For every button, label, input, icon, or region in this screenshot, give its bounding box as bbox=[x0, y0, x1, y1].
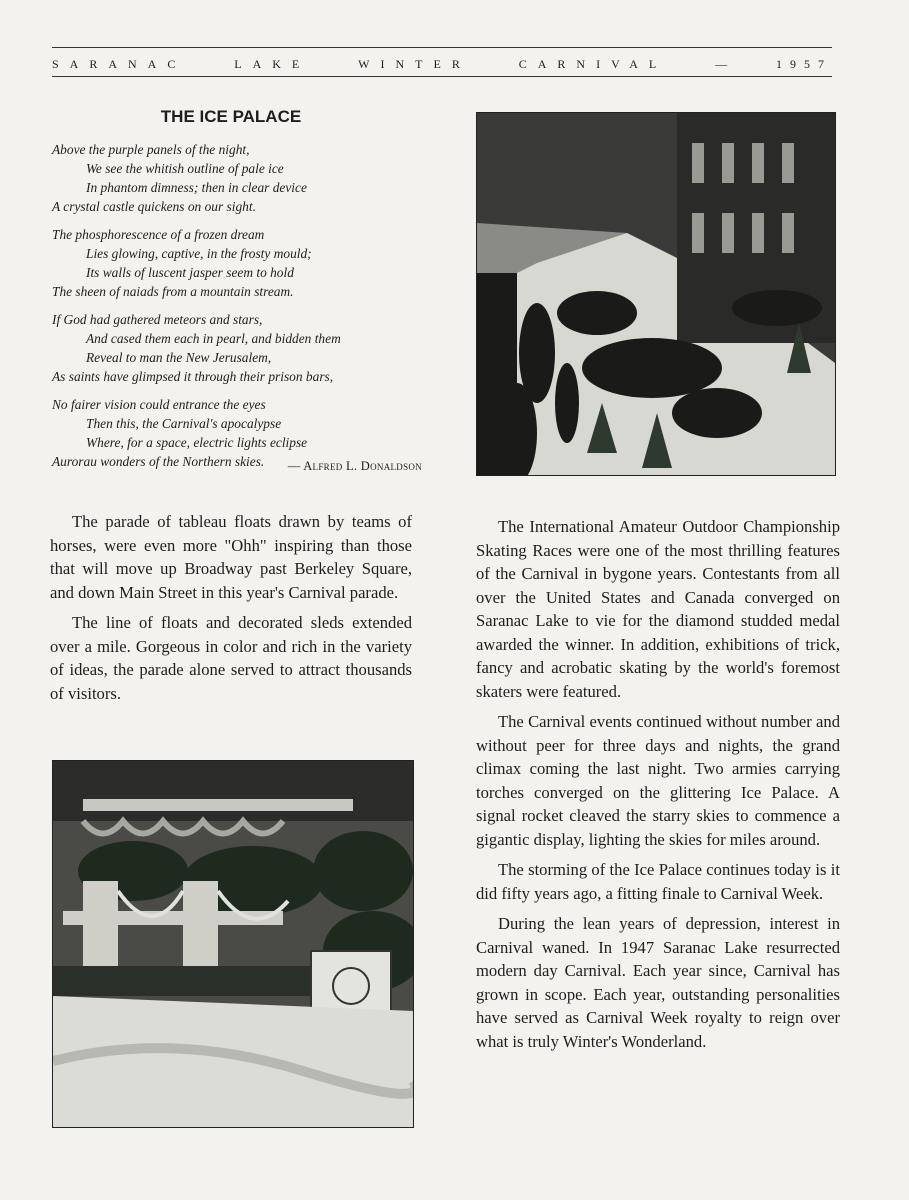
poem bbox=[52, 140, 422, 480]
poem-line: Then this, the Carnival's apocalypse bbox=[86, 416, 282, 431]
header-rule-top bbox=[52, 47, 832, 48]
poem-line: The sheen of naiads from a mountain stream. bbox=[52, 284, 294, 299]
running-head-year: 1957 bbox=[776, 56, 832, 71]
right-column bbox=[476, 515, 840, 1060]
running-head-word: LAKE bbox=[234, 56, 311, 71]
running-head-word: SARANAC bbox=[52, 56, 187, 71]
ice-palace-photo-graphic bbox=[53, 761, 413, 1127]
poem-line: A crystal castle quickens on our sight. bbox=[52, 199, 256, 214]
parade-street-photo-graphic bbox=[477, 113, 835, 475]
poem-line: Aurorau wonders of the Northern skies. bbox=[52, 454, 265, 469]
parade-street-photo bbox=[476, 112, 836, 476]
running-head bbox=[52, 56, 832, 72]
poem-line: Reveal to man the New Jerusalem, bbox=[86, 350, 272, 365]
poem-stanza bbox=[52, 225, 422, 301]
poem-line: Above the purple panels of the night, bbox=[52, 142, 250, 157]
body-paragraph: The storming of the Ice Palace continues today is it did fifty years ago, a fitting finale to Carnival Week. bbox=[476, 860, 840, 903]
body-paragraph: The parade of tableau floats drawn by teams of horses, were even more "Ohh" inspiring than those that will move up Broadway past Berkeley Square, and down Main Street in this year's Carnival parade. bbox=[50, 512, 412, 602]
poem-line: As saints have glimpsed it through their prison bars, bbox=[52, 369, 334, 384]
poem-line: Lies glowing, captive, in the frosty mould; bbox=[86, 246, 312, 261]
poem-stanza bbox=[52, 140, 422, 216]
poem-title: THE ICE PALACE bbox=[160, 107, 302, 126]
poem-attribution: — Alfred L. Donaldson bbox=[287, 459, 422, 473]
poem-line: In phantom dimness; then in clear device bbox=[86, 180, 307, 195]
body-paragraph: The Carnival events continued without number and without peer for three days and nights, the grand climax coming the last night. Two armies carrying torches converged on the glittering Ice Palace. A signal rocket cleaved the starry skies to commence a gigantic display, lighting the skies for miles around. bbox=[476, 712, 840, 849]
poem-line: And cased them each in pearl, and bidden them bbox=[86, 331, 341, 346]
poem-stanza bbox=[52, 310, 422, 386]
poem-line: Its walls of luscent jasper seem to hold bbox=[86, 265, 294, 280]
left-column bbox=[50, 510, 412, 712]
running-head-word: CARNIVAL bbox=[518, 56, 668, 71]
poem-line: If God had gathered meteors and stars, bbox=[52, 312, 263, 327]
poem-line: No fairer vision could entrance the eyes bbox=[52, 397, 266, 412]
header-rule-bottom bbox=[52, 76, 832, 77]
poem-line: The phosphorescence of a frozen dream bbox=[52, 227, 265, 242]
body-paragraph: During the lean years of depression, interest in Carnival waned. In 1947 Saranac Lake resurrected modern day Carnival. Each year since, Carnival has grown in scope. Each year, outstanding personalities have served as Carnival Week royalty to reign over what is truly Winter's Wonderland. bbox=[476, 914, 840, 1051]
running-head-word: WINTER bbox=[358, 56, 471, 71]
poem-line: Where, for a space, electric lights eclipse bbox=[86, 435, 308, 450]
running-head-dash: — bbox=[715, 56, 729, 71]
poem-line: We see the whitish outline of pale ice bbox=[86, 161, 284, 176]
ice-palace-photo bbox=[52, 760, 414, 1128]
body-paragraph: The line of floats and decorated sleds extended over a mile. Gorgeous in color and rich in the variety of ideas, the parade alone served to attract thousands of visitors. bbox=[50, 613, 412, 703]
body-paragraph: The International Amateur Outdoor Championship Skating Races were one of the most thrilling features of the Carnival in bygone years. Contestants from all over the United States and Canada converged on Saranac Lake to vie for the diamond studded medal awarded the winner. In addition, exhibitions of trick, fancy and acrobatic skating by the world's foremost skaters were featured. bbox=[476, 517, 840, 701]
